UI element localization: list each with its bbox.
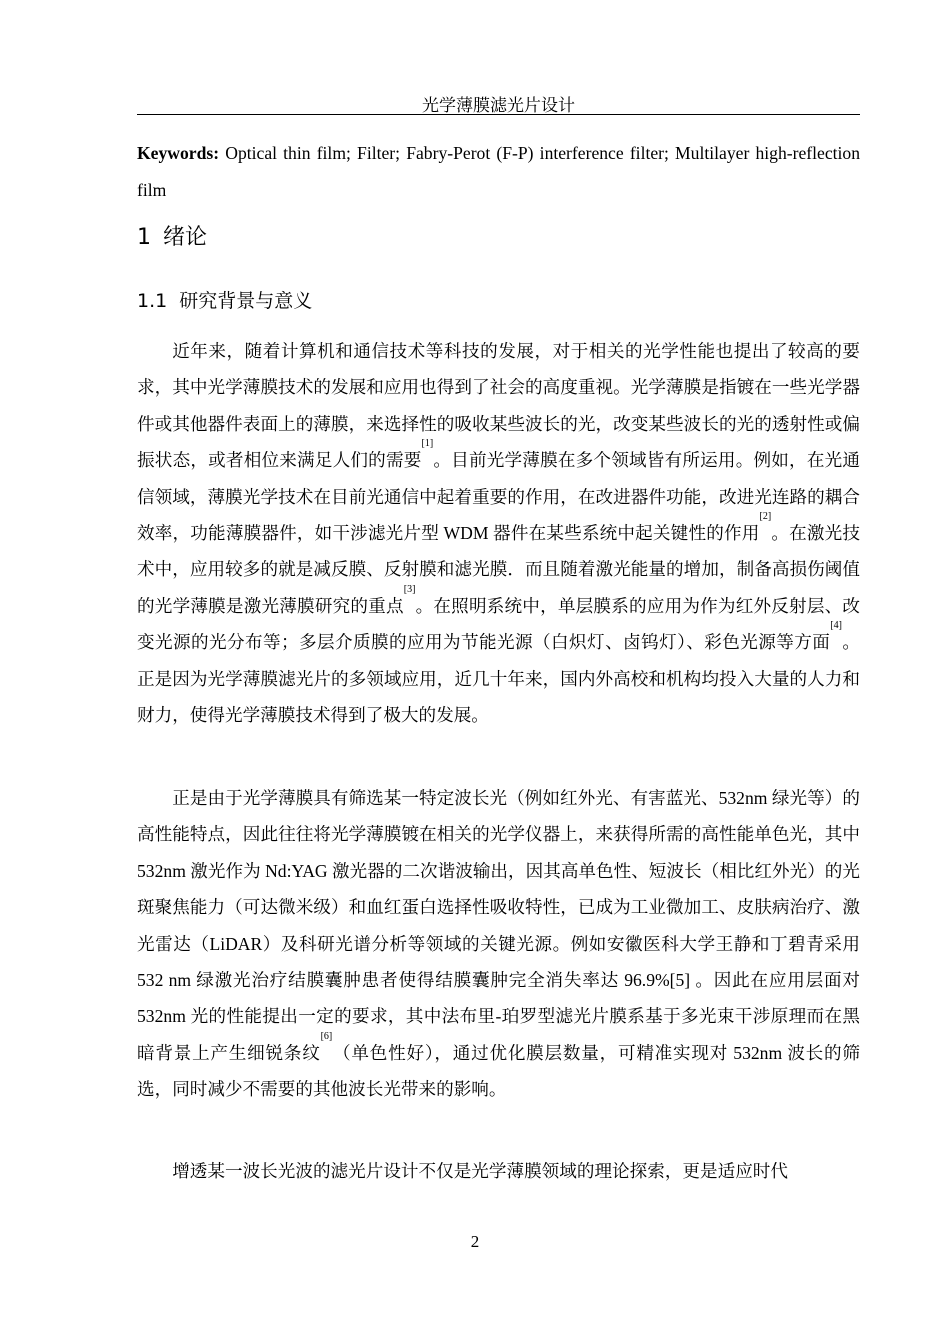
paragraph-text: 正是由于光学薄膜具有筛选某一特定波长光（例如红外光、有害蓝光、532nm 绿光等）的高性能特点，因此往往将光学薄膜镀在相关的光学仪器上，来获得所需的高性能单色光，其中 532nm 激光作为 Nd:YAG 激光器的二次谐波输出，因其高单色性、短波长（相比红外光）的光斑聚焦能力（可达微米级）和血红蛋白选择性吸收特性，已成为工业微加工、皮肤病治疗、激光雷达（LiDAR）及科研光谱分析等领域的关键光源。例如安徽医科大学王静和丁碧青采用 532 nm 绿激光治疗结膜囊肿患者使得结膜囊肿完全消失率达 96.9%[5] 。因此在应用层面对 532nm 光的性能提出一定的要求，其中法布里-珀罗型滤光片膜系基于多光束干涉原理而在黑暗背景上产生细锐条纹 — [137, 788, 860, 1063]
keywords-label: Keywords: — [137, 143, 220, 163]
citation: [3] — [403, 583, 416, 595]
citation: [1] — [421, 438, 434, 450]
section-heading-1 — [137, 220, 207, 251]
page-number: 2 — [470, 1232, 480, 1251]
paragraph-text: 。正是因为光学薄膜滤光片的多领域应用，近几十年来，国内外高校和机构均投入大量的人力和财力，使得光学薄膜技术得到了极大的发展。 — [137, 632, 860, 726]
subsection-number: 1.1 — [137, 290, 168, 312]
section-number: 1 — [137, 225, 151, 250]
citation: [4] — [830, 620, 842, 632]
section-title: 绪论 — [163, 225, 208, 250]
paragraph-text: 增透某一波长光波的滤光片设计不仅是光学薄膜领域的理论探索，更是适应时代 — [172, 1161, 788, 1181]
keywords-text: Optical thin film; Filter; Fabry-Perot (F-P) interference filter; Multilayer high-reflection film — [137, 143, 860, 200]
body-paragraph-1 — [137, 333, 860, 733]
paragraph-text: 近年来，随着计算机和通信技术等科技的发展，对于相关的光学性能也提出了较高的要求，其中光学薄膜技术的发展和应用也得到了社会的高度重视。光学薄膜是指镀在一些光学器件或其他器件表面上的薄膜，来选择性的吸收某些波长的光，改变某些波长的光的透射性或偏振状态，或者相位来满足人们的需要 — [137, 341, 860, 471]
body-paragraph-3 — [137, 1153, 860, 1189]
running-header: 光学薄膜滤光片设计 — [422, 96, 575, 115]
header-rule — [137, 114, 860, 115]
keywords-line — [137, 135, 860, 209]
citation: [2] — [759, 511, 772, 523]
subsection-title: 研究背景与意义 — [179, 290, 313, 312]
paragraph-text: 。目前光学薄膜在多个领域皆有所运用。例如，在光通信领域，薄膜光学技术在目前光通信中起着重要的作用，在改进器件功能，改进光连路的耦合效率，功能薄膜器件，如干涉滤光片型 WDM 器件在某些系统中起关键性的作用 — [137, 450, 860, 544]
paragraph-text: 。在激光技术中，应用较多的就是减反膜、反射膜和滤光膜．而且随着激光能量的增加，制备高损伤阈值的光学薄膜是激光薄膜研究的重点 — [137, 523, 860, 616]
paragraph-text: 。在照明系统中，单层膜系的应用为作为红外反射层、改变光源的光分布等；多层介质膜的应用为节能光源（白炽灯、卤钨灯）、彩色光源等方面 — [137, 595, 860, 653]
body-paragraph-2 — [137, 780, 860, 1108]
paragraph-text: （单色性好），通过优化膜层数量，可精准实现对 532nm 波长的筛选，同时减少不需要的其他波长光带来的影响。 — [137, 1042, 860, 1100]
subsection-heading-1-1 — [137, 286, 312, 313]
citation: [6] — [320, 1030, 333, 1042]
